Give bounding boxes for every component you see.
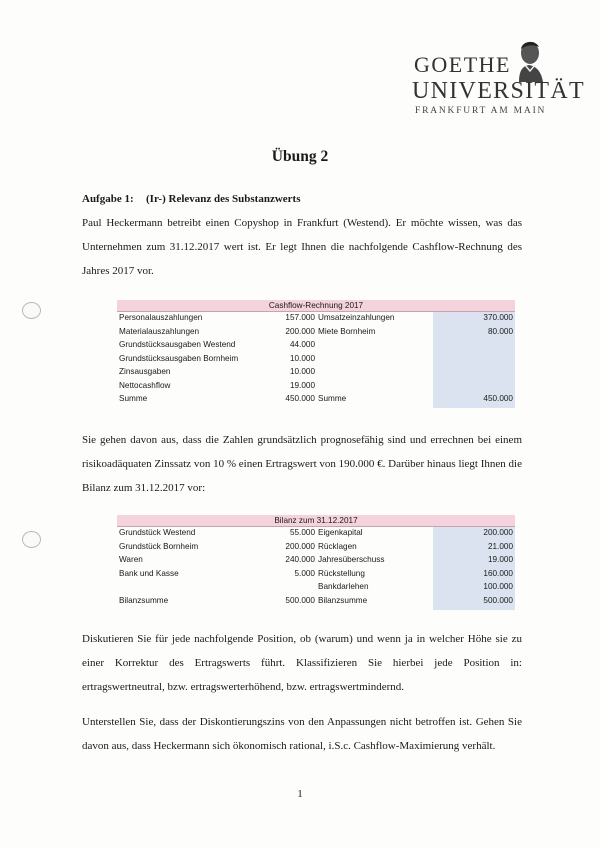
- cashflow-left-label: Zinsausgaben: [119, 367, 171, 376]
- punch-hole-top: [22, 302, 41, 319]
- cashflow-left-value: 19.000: [289, 380, 315, 390]
- bilanz-right-label: Rücklagen: [318, 541, 357, 551]
- task-label: Aufgabe 1:: [82, 193, 134, 205]
- cashflow-left-label: Materialauszahlungen: [119, 326, 200, 336]
- cashflow-right-value: 370.000: [483, 313, 513, 322]
- cashflow-table-title: Cashflow-Rechnung 2017: [117, 300, 515, 312]
- bilanz-left-value: [267, 581, 315, 593]
- cashflow-right-label: Umsatzeinzahlungen: [318, 313, 395, 322]
- bilanz-right-value: 200.000: [483, 528, 513, 537]
- cashflow-left-label: Grundstücksausgaben Westend: [119, 340, 236, 349]
- bilanz-table: [117, 515, 515, 610]
- bilanz-right-label: Bilanzsumme: [318, 595, 368, 605]
- intro-text: Paul Heckermann betreibt einen Copyshop in Frankfurt (Westend). Er möchte wissen, was das Unternehmen zum 31.12.2017 wert ist. Er legt Ihnen die nachfolgende Cashflow-Rechnung des Jahres 2017 vor.: [82, 217, 522, 277]
- bilanz-right-label: Jahresüberschuss: [318, 555, 385, 564]
- cashflow-left-value: 157.000: [285, 313, 315, 322]
- assume-text: Unterstellen Sie, dass der Diskontierungszins von den Anpassungen nicht betroffen ist. Gehen Sie davon aus, dass Heckermann sich ökonomisch rational, i.S.c. Cashflow-Maximierung verhält.: [82, 716, 522, 752]
- bilanz-left-value: 55.000: [289, 528, 315, 537]
- bilanz-right-value: 21.000: [487, 541, 513, 551]
- bilanz-left-label: [119, 581, 269, 593]
- bilanz-left-label: Bilanzsumme: [119, 595, 169, 605]
- cashflow-left-value: 10.000: [289, 353, 315, 363]
- logo-line-universitaet: UNIVERSITÄT: [412, 78, 585, 104]
- cashflow-right-value: [433, 353, 513, 365]
- cashflow-left-value: 450.000: [285, 394, 315, 403]
- paragraph-intro: [82, 211, 522, 283]
- discuss-text: Diskutieren Sie für jede nachfolgende Position, ob (warum) und wenn ja in welcher Höhe sie zu einer Korrektur des Ertragswerts führt. Klassifizieren Sie hierbei jede Position in: ertragswertneutral, bzw. ertragswerterhöhend, bzw. ertragswertmindernd.: [82, 633, 522, 693]
- university-logo: [410, 38, 585, 118]
- bilanz-left-value: 240.000: [285, 555, 315, 564]
- bilanz-left-label: Grundstück Bornheim: [119, 541, 199, 551]
- bilanz-right-value: 19.000: [487, 555, 513, 564]
- cashflow-right-value: [433, 380, 513, 392]
- page-number: 1: [297, 788, 303, 800]
- bilanz-left-value: 200.000: [285, 541, 315, 551]
- cashflow-right-value: 450.000: [483, 394, 513, 403]
- cashflow-table: [117, 300, 515, 408]
- logo-line-frankfurt: FRANKFURT AM MAIN: [415, 106, 547, 116]
- cashflow-left-label: Summe: [119, 394, 148, 403]
- task-heading: [82, 193, 301, 205]
- logo-line-goethe: GOETHE: [414, 52, 511, 77]
- cashflow-right-label: Summe: [318, 394, 347, 403]
- paragraph-assume: [82, 710, 522, 758]
- cashflow-right-label: [318, 380, 428, 392]
- bilanz-left-label: Bank und Kasse: [119, 568, 179, 578]
- punch-hole-bottom: [22, 531, 41, 548]
- cashflow-right-value: 80.000: [487, 326, 513, 336]
- bilanz-left-value: 5.000: [294, 568, 315, 578]
- bilanz-table-title: Bilanz zum 31.12.2017: [117, 515, 515, 527]
- bilanz-right-value: 160.000: [483, 568, 513, 578]
- cashflow-left-value: 200.000: [285, 326, 315, 336]
- middle-text: Sie gehen davon aus, dass die Zahlen grundsätzlich prognosefähig sind und errechnen bei einem risikoadäquaten Zinssatz von 10 % einen Ertragswert von 190.000 €. Darüber hinaus liegt Ihnen die Bilanz zum 31.12.2017 vor:: [82, 434, 522, 494]
- bilanz-right-value: 500.000: [483, 595, 513, 605]
- page-title: Übung 2: [271, 148, 329, 165]
- bilanz-left-label: Grundstück Westend: [119, 528, 196, 537]
- bilanz-right-label: Bankdarlehen: [318, 582, 369, 591]
- bilanz-right-value: 100.000: [483, 582, 513, 591]
- cashflow-right-value: [433, 339, 513, 351]
- goethe-portrait-icon: [505, 38, 553, 82]
- cashflow-right-label: Miete Bornheim: [318, 326, 376, 336]
- bilanz-left-value: 500.000: [285, 595, 315, 605]
- cashflow-left-label: Grundstücksausgaben Bornheim: [119, 353, 239, 363]
- paragraph-middle: [82, 428, 522, 500]
- cashflow-left-label: Nettocashflow: [119, 380, 171, 390]
- bilanz-right-label: Rückstellung: [318, 568, 365, 578]
- cashflow-left-value: 44.000: [289, 340, 315, 349]
- cashflow-right-label: [318, 366, 428, 378]
- cashflow-left-label: Personalauszahlungen: [119, 313, 203, 322]
- cashflow-right-label: [318, 339, 428, 351]
- bilanz-left-label: Waren: [119, 555, 143, 564]
- bilanz-right-label: Eigenkapital: [318, 528, 363, 537]
- cashflow-right-value: [433, 366, 513, 378]
- task-title: (Ir-) Relevanz des Substanzwerts: [146, 193, 301, 205]
- paragraph-discuss: [82, 627, 522, 699]
- cashflow-left-value: 10.000: [289, 367, 315, 376]
- cashflow-right-label: [318, 353, 428, 365]
